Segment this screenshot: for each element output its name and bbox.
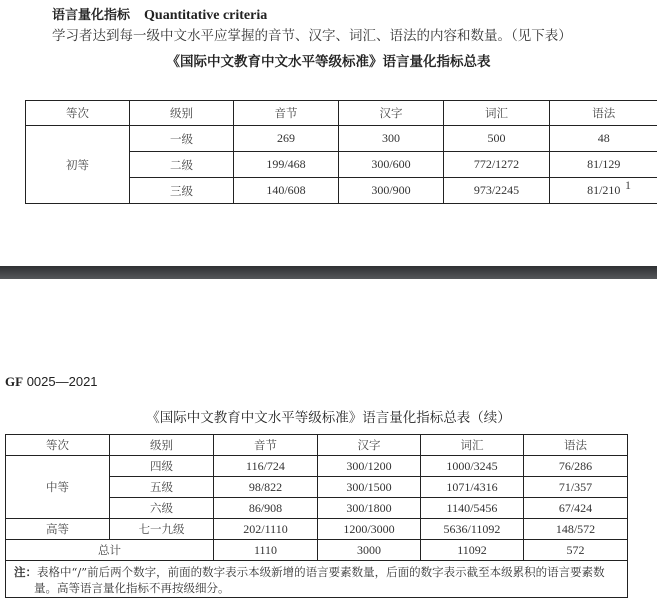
header-cell: 等次 (6, 435, 110, 456)
cell: 140/608 (234, 178, 339, 204)
cell: 300/1500 (318, 477, 421, 498)
cell: 116/724 (214, 456, 318, 477)
table-header-row (26, 101, 657, 126)
level-cell: 五级 (110, 477, 214, 498)
cell: 199/468 (234, 152, 339, 178)
cell: 300/1800 (318, 498, 421, 519)
cell: 5636/11092 (421, 519, 524, 540)
cell: 86/908 (214, 498, 318, 519)
cell: 81/129 (550, 152, 657, 178)
total-label: 总计 (6, 540, 214, 561)
table-row (6, 519, 628, 540)
level-cell: 四级 (110, 456, 214, 477)
table1-title: 《国际中文教育中文水平等级标准》语言量化指标总表 (166, 54, 491, 70)
cell: 772/1272 (444, 152, 550, 178)
header-cell: 音节 (234, 101, 339, 126)
header-cell: 词汇 (421, 435, 524, 456)
cell: 3000 (318, 540, 421, 561)
group-cell: 高等 (6, 519, 110, 540)
cell: 202/1110 (214, 519, 318, 540)
section-title-zh: 语言量化指标 (52, 8, 131, 23)
total-row (6, 540, 628, 561)
table2-title: 《国际中文教育中文水平等级标准》语言量化指标总表（续） (146, 410, 511, 426)
cell: 973/2245 (444, 178, 550, 204)
cell: 1110 (214, 540, 318, 561)
table-note (6, 561, 628, 598)
header-cell: 语法 (550, 101, 657, 126)
header-cell: 汉字 (318, 435, 421, 456)
section-heading (52, 4, 267, 24)
note-text: 表格中“/”前后两个数字，前面的数字表示本级新增的语言要素数量，后面的数字表示截至本级累积的语言要素数量。高等语言量化指标不再按级细分。 (34, 564, 605, 595)
header-cell: 词汇 (444, 101, 550, 126)
level-cell: 六级 (110, 498, 214, 519)
cell: 98/822 (214, 477, 318, 498)
cell: 11092 (421, 540, 524, 561)
cell: 1200/3000 (318, 519, 421, 540)
note-label: 注： (14, 564, 37, 579)
header-cell: 音节 (214, 435, 318, 456)
level-cell: 一级 (130, 126, 234, 152)
cell: 81/210 (550, 178, 657, 204)
header-cell: 等次 (26, 101, 130, 126)
table-header-row (6, 435, 628, 456)
group-cell: 初等 (26, 126, 130, 204)
cell: 500 (444, 126, 550, 152)
note-row (6, 561, 628, 598)
cell: 76/286 (524, 456, 628, 477)
standard-code (5, 374, 98, 390)
table-row (6, 456, 628, 477)
cell: 148/572 (524, 519, 628, 540)
cell: 269 (234, 126, 339, 152)
intro-paragraph: 学习者达到每一级中文水平应掌握的音节、汉字、词汇、语法的内容和数量。（见下表） (52, 28, 572, 44)
level-cell: 七一九级 (110, 519, 214, 540)
cell: 48 (550, 126, 657, 152)
cell: 300/600 (339, 152, 444, 178)
header-cell: 级别 (110, 435, 214, 456)
cell: 1071/4316 (421, 477, 524, 498)
header-cell: 语法 (524, 435, 628, 456)
page-number: 1 (625, 178, 631, 192)
quantitative-table-elementary (25, 100, 657, 204)
standard-number: 0025—2021 (26, 374, 98, 389)
section-title-en: Quantitative criteria (144, 8, 268, 23)
level-cell: 二级 (130, 152, 234, 178)
quantitative-table-continued (5, 434, 628, 598)
cell: 1140/5456 (421, 498, 524, 519)
standard-prefix: GF (5, 374, 24, 389)
group-cell: 中等 (6, 456, 110, 519)
cell: 300/1200 (318, 456, 421, 477)
cell: 67/424 (524, 498, 628, 519)
page-separator (0, 266, 657, 279)
cell: 572 (524, 540, 628, 561)
table-row (26, 126, 657, 152)
header-cell: 级别 (130, 101, 234, 126)
cell: 71/357 (524, 477, 628, 498)
cell: 1000/3245 (421, 456, 524, 477)
cell: 300 (339, 126, 444, 152)
header-cell: 汉字 (339, 101, 444, 126)
level-cell: 三级 (130, 178, 234, 204)
cell: 300/900 (339, 178, 444, 204)
